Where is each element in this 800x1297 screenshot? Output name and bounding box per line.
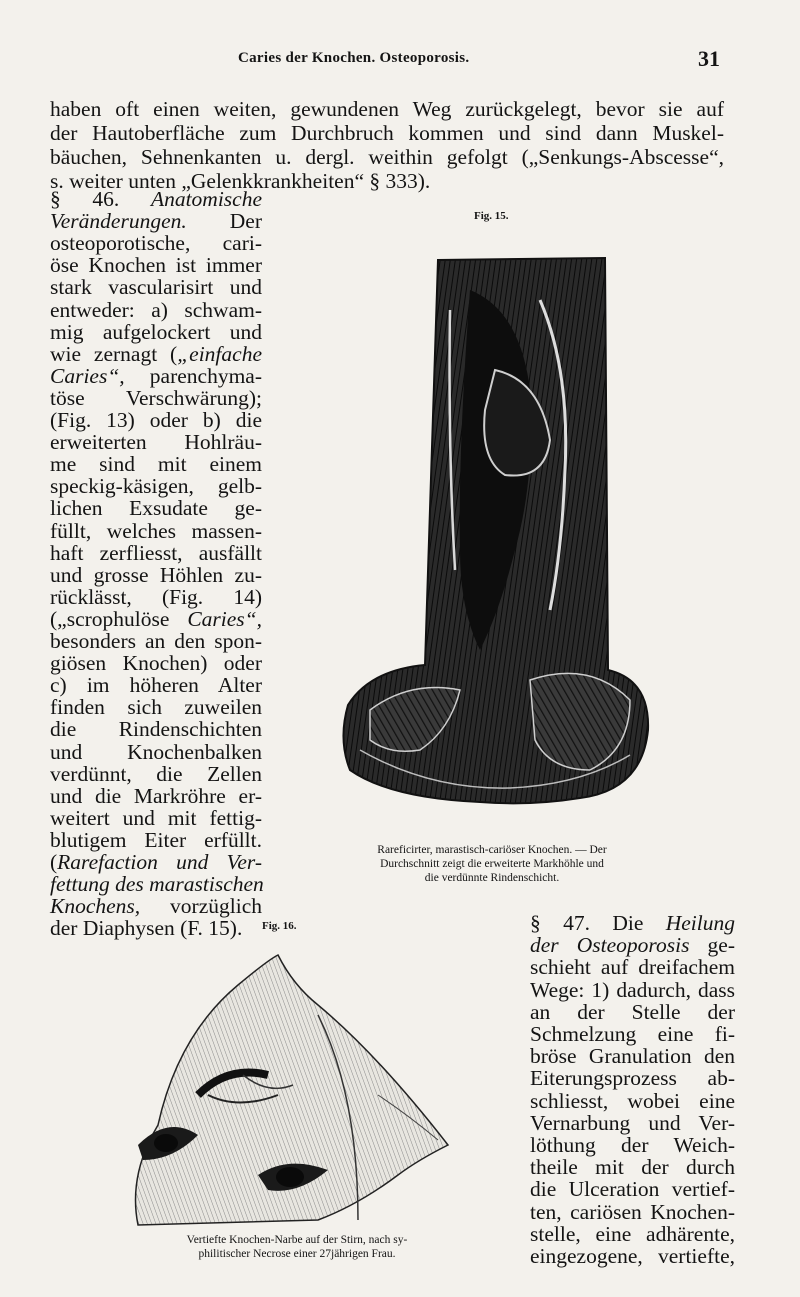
text-line: speckig-käsigen, gelb- (50, 474, 262, 499)
text-line: me sind mit einem (50, 452, 262, 477)
text-line: die Ulceration vertief- (530, 1177, 735, 1202)
caption-line: philitischer Necrose einer 27jährigen Frau. (198, 1248, 396, 1260)
figure-15-label: Fig. 15. (474, 210, 509, 222)
page-number: 31 (698, 46, 720, 71)
figure-15-caption (322, 843, 662, 885)
text-line: haft zerfliesst, ausfällt (50, 540, 262, 565)
caption-line: die verdünnte Rindenschicht. (424, 872, 560, 884)
text-line: wie zernagt („einfache (50, 341, 262, 366)
text-line: bröse Granulation den (530, 1044, 735, 1069)
text-line: schieht auf dreifachem (530, 955, 735, 980)
text-line: fettung des marastischen (50, 872, 264, 897)
text-line: weitert und mit fettig- (50, 805, 262, 830)
text-line: theile mit der durch (530, 1155, 735, 1180)
text-line: Caries“, parenchyma- (50, 363, 262, 388)
text-line: blutigem Eiter erfüllt. (50, 827, 262, 852)
running-title: Caries der Knochen. Osteoporosis. (238, 50, 470, 66)
text-line: Schmelzung eine fi- (530, 1022, 735, 1046)
text-line: c) im höheren Alter (50, 673, 262, 698)
text-line: Veränderungen. Der (50, 209, 262, 234)
text-line: der Hautoberfläche zum Durchbruch kommen und sind dann Muskel- (50, 121, 724, 145)
text-line: Eiterungsprozess ab- (530, 1066, 735, 1091)
text-line: füllt, welches massen- (50, 518, 262, 543)
text-line: töse Verschwärung); (50, 385, 262, 410)
text-line: der Osteoporosis ge- (530, 933, 735, 958)
text-line: der Diaphysen (F. 15). (50, 916, 243, 941)
text-line: haben oft einen weiten, gewundenen Weg zurückgelegt, bevor sie auf (50, 97, 724, 121)
text-line: § 47. Die Heilung (530, 911, 735, 935)
text-line: rücklässt, (Fig. 14) (50, 584, 262, 609)
text-line: öse Knochen ist immer (50, 253, 262, 278)
text-line: („scrophulöse Caries“, (50, 606, 262, 631)
text-line: Wege: 1) dadurch, dass (530, 977, 735, 1002)
text-line: eingezogene, vertiefte, (530, 1244, 735, 1268)
page-header (0, 46, 800, 74)
caption-line: Durchschnitt zeigt die erweiterte Markhöhle und (380, 858, 604, 870)
text-line: (Rarefaction und Ver- (50, 850, 262, 874)
text-line: und grosse Höhlen zu- (50, 562, 262, 587)
text-line: an der Stelle der (530, 999, 735, 1024)
figure-16-label: Fig. 16. (262, 920, 297, 932)
text-line: stark vascularisirt und (50, 275, 262, 300)
text-line: bäuchen, Sehnenkanten u. dergl. weithin gefolgt („Senkungs-Abscesse“, (50, 145, 724, 169)
text-line: ten, cariösen Knochen- (530, 1199, 735, 1224)
text-line: besonders an den spon- (50, 629, 262, 653)
text-line: verdünnt, die Zellen (50, 761, 262, 786)
text-line: die Rindenschichten (50, 717, 262, 742)
text-line: § 46. Anatomische (50, 187, 262, 211)
caption-line: Vertiefte Knochen-Narbe auf der Stirn, nach sy- (186, 1234, 408, 1246)
text-line: (Fig. 13) oder b) die (50, 408, 262, 432)
text-line: Knochens, vorzüglich (50, 894, 262, 919)
text-line: mig aufgelockert und (50, 319, 262, 344)
figure-16-face-illustration (118, 945, 458, 1230)
text-line: giösen Knochen) oder (50, 651, 262, 676)
text-line: Vernarbung und Ver- (530, 1110, 735, 1135)
figure-16-caption (112, 1233, 482, 1261)
figure-15-bone-illustration (330, 250, 660, 810)
text-line: stelle, eine adhärente, (530, 1221, 735, 1246)
caption-line: Rareficirter, marastisch-cariöser Knochen. — Der (377, 844, 607, 856)
text-line: erweiterten Hohlräu- (50, 430, 262, 455)
text-line: lichen Exsudate ge- (50, 496, 262, 521)
text-line: schliesst, wobei eine (530, 1088, 735, 1113)
text-line: osteoporotische, cari- (50, 231, 262, 256)
text-line: s. weiter unten „Gelenkkrankheiten“ § 333). (50, 169, 431, 193)
text-line: und die Markröhre er- (50, 783, 262, 808)
text-line: löthung der Weich- (530, 1133, 735, 1157)
text-line: entweder: a) schwam- (50, 297, 262, 322)
text-line: finden sich zuweilen (50, 695, 262, 720)
text-line: und Knochenbalken (50, 739, 262, 764)
